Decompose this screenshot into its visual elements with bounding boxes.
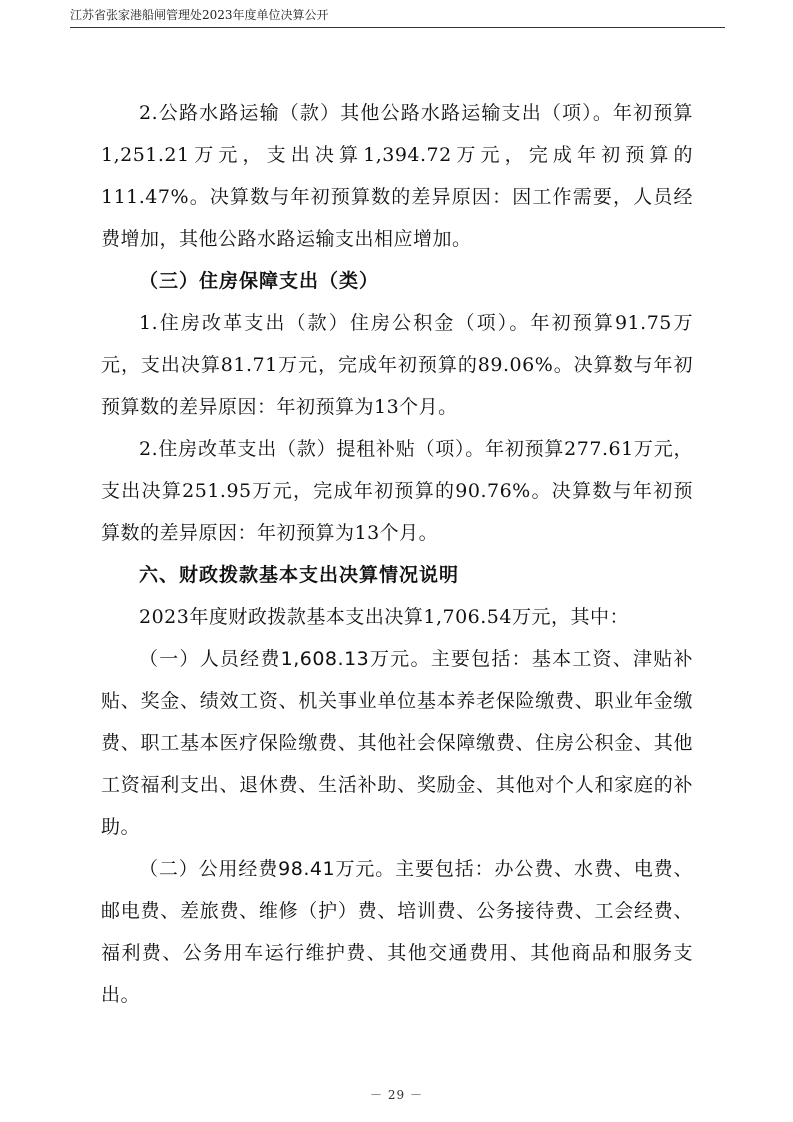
paragraph-housing-provident-fund: 1.住房改革支出（款）住房公积金（项）。年初预算91.75万元，支出决算81.71万元，完成年初预算的89.06%。决算数与年初预算数的差异原因：年初预算为13个月。 [101, 312, 693, 418]
document-body [101, 92, 693, 1016]
paragraph-public-expenses [101, 848, 693, 1016]
running-header: 江苏省张家港船闸管理处2023年度单位决算公开 [70, 8, 329, 22]
paragraph-basic-expenditure-total: 2023年度财政拨款基本支出决算1,706.54万元，其中： [139, 606, 629, 628]
personnel-expenses-lead: （一）人员经费1,608.13万元。 [139, 648, 431, 670]
personnel-expenses-detail: 主要包括：基本工资、津贴补贴、奖金、绩效工资、机关事业单位基本养老保险缴费、职业年金缴费、职工基本医疗保险缴费、其他社会保障缴费、住房公积金、其他工资福利支出、退休费、生活补助、奖励金、其他对个人和家庭的补助。 [101, 648, 693, 838]
section-heading-housing-security: （三）住房保障支出（类） [139, 270, 380, 292]
public-expenses-lead: （二）公用经费98.41万元。 [139, 858, 396, 880]
paragraph-rent-subsidy: 2.住房改革支出（款）提租补贴（项）。年初预算277.61万元，支出决算251.95万元，完成年初预算的90.76%。决算数与年初预算数的差异原因：年初预算为13个月。 [101, 438, 693, 544]
paragraph-personnel-expenses [101, 638, 693, 848]
section-heading-basic-expenditure: 六、财政拨款基本支出决算情况说明 [139, 564, 460, 586]
page-number: － 29 － [370, 1088, 423, 1102]
header-divider [70, 27, 725, 28]
paragraph-other-road-water-transport: 2.公路水路运输（款）其他公路水路运输支出（项）。年初预算1,251.21万元，支出决算1,394.72万元，完成年初预算的111.47%。决算数与年初预算数的差异原因：因工作需要，人员经费增加，其他公路水路运输支出相应增加。 [101, 102, 693, 250]
public-expenses-detail: 主要包括：办公费、水费、电费、邮电费、差旅费、维修（护）费、培训费、公务接待费、工会经费、福利费、公务用车运行维护费、其他交通费用、其他商品和服务支出。 [101, 858, 693, 1006]
